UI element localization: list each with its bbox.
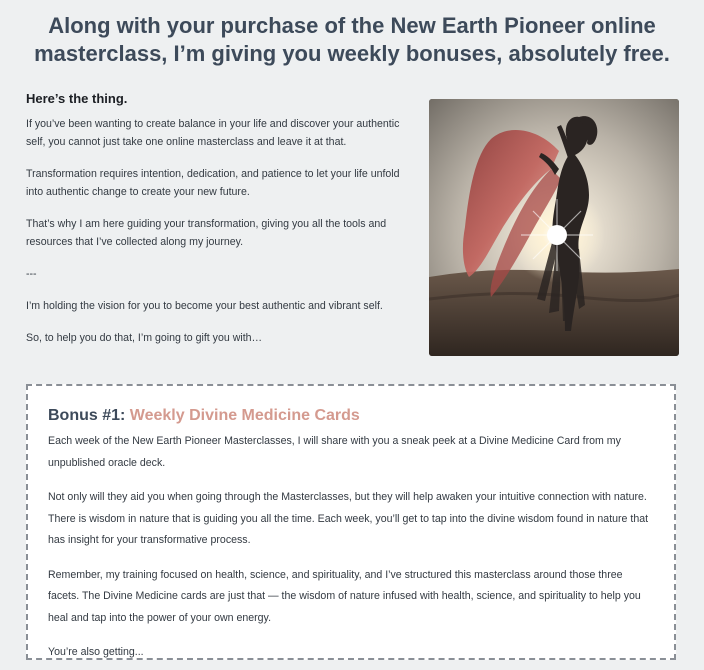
bonus-name: Weekly Divine Medicine Cards <box>129 407 360 424</box>
hero-photo <box>429 99 679 356</box>
page-headline: Along with your purchase of the New Earth Pioneer online masterclass, I’m giving you weekly bonuses, absolutely free. <box>34 13 670 66</box>
intro-paragraph: If you’ve been wanting to create balance in your life and discover your authentic self, you cannot just take one online masterclass and leave it at that. <box>26 118 400 148</box>
woman-silhouette-image <box>429 99 679 356</box>
intro-paragraph: That’s why I am here guiding your transformation, giving you all the tools and resources that I’ve collected along my journey. <box>26 218 387 248</box>
intro-paragraph: I’m holding the vision for you to become your best authentic and vibrant self. <box>26 300 383 312</box>
intro-section <box>26 90 416 361</box>
bonus-paragraph: Each week of the New Earth Pioneer Masterclasses, I will share with you a sneak peek at a Divine Medicine Card from my unpublished oracle deck. <box>48 435 621 469</box>
bonus-title <box>48 406 654 426</box>
intro-paragraph: So, to help you do that, I’m going to gift you with… <box>26 332 263 344</box>
bonus-label: Bonus #1: <box>48 407 126 424</box>
bonus-1-box <box>26 384 676 660</box>
bonus-paragraph: Remember, my training focused on health, science, and spirituality, and I’ve structured this masterclass around those three facets. The Divine Medicine cards are just that — the wisdom of nature infused with health, science, and spirituality to help you heal and tap into the power of your own energy. <box>48 568 641 624</box>
intro-heading: Here’s the thing. <box>26 91 128 106</box>
intro-paragraph: Transformation requires intention, dedication, and patience to let your life unfold into authentic change to create your new future. <box>26 168 400 198</box>
bonus-paragraph: Not only will they aid you when going through the Masterclasses, but they will help awaken your intuitive connection with nature. There is wisdom in nature that is guiding you all the time. Each week, you’ll get to tap into the divine wisdom found in nature that has insight for your transformative process. <box>48 491 649 546</box>
intro-divider-text: --- <box>26 268 37 280</box>
bonus-paragraph: You’re also getting... <box>48 646 144 658</box>
